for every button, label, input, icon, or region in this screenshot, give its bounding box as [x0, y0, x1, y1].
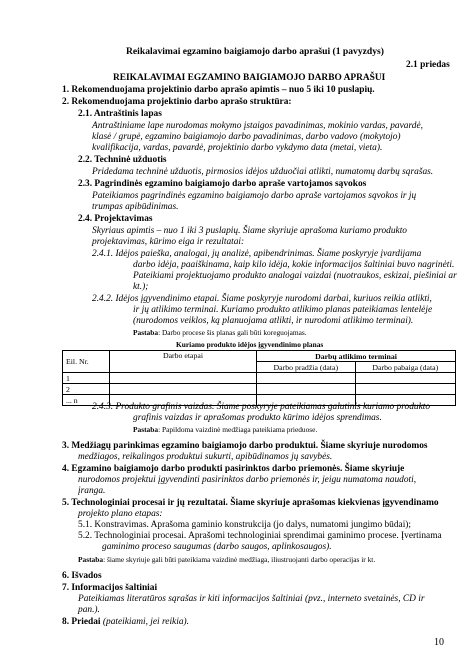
- item-2-4-1-line: Pateikiami projektuojamo produkto analogai vaizdai (nuotraukos, eskizai, piešiniai ar: [133, 271, 457, 281]
- row-number: 2: [63, 384, 110, 395]
- header-deadline: Darbų atlikimo terminai: [257, 351, 456, 362]
- header-end: Darbo pabaiga (data): [355, 362, 455, 373]
- item-8-text: (pateikiami, jei reikia).: [100, 617, 189, 627]
- item-2-4-1-line: darbo idėja, paaiškinama, kaip kilo idėja, kokie informacijos šaltiniai buvo nagrinėti.: [133, 260, 455, 270]
- section-heading: REIKALAVIMAI EGZAMINO BAIGIAMOJO DARBO APRAŠUI: [113, 73, 386, 83]
- item-3-line: medžiagos, reikalingos produktui sukurti, apibūdinamos jų savybės.: [78, 452, 333, 462]
- item-2-4-2-line: ir jų atlikimo terminai. Kuriamo produkto atlikimo planas pateikiamas lentelėje: [133, 305, 433, 315]
- item-7-heading: 7. Informacijos šaltiniai: [62, 583, 158, 593]
- item-2-1-line: klasė / grupė, egzamino baigiamojo darbo pavadinimas, darbo vadovo (mokytojo): [92, 132, 401, 142]
- item-2-4-3-line: 2.4.3. Produkto grafinis vaizdas. Šiame poskyryje pateikiamas galutinis kuriamo produkto: [92, 402, 431, 412]
- row-number: ... n: [63, 395, 110, 406]
- table-row: [63, 384, 456, 395]
- note-text: : Papildoma vaizdinė medžiaga pateikiama prieduose.: [158, 425, 318, 434]
- item-5-2-line: gaminimo proceso saugumas (darbo saugos, aplinkosaugos).: [102, 542, 332, 552]
- page-number: 10: [434, 637, 444, 648]
- note-text: : šiame skyriuje gali būti pateikiama vaizdinė medžiaga, iliustruojanti darbo operacijas ir kt.: [103, 555, 376, 564]
- note-label: Pastaba: [133, 328, 159, 337]
- table-cell[interactable]: [355, 384, 455, 395]
- item-2-3-heading: 2.3. Pagrindinės egzamino baigiamojo darbo apraše vartojamos sąvokos: [78, 179, 367, 189]
- item-4-line: nurodomos projektui įgyvendinti pasirinktos darbo priemonės ir, jeigu numatoma naudoti,: [78, 475, 417, 485]
- item-2-1-line: kvalifikacija, vardas, pavardė, projektinio darbo vykdymo data (metai, vieta).: [92, 143, 383, 153]
- item-8-label: 8. Priedai: [62, 617, 101, 627]
- note-text: : Darbo procese šis planas gali būti koreguojamas.: [158, 328, 307, 337]
- header-stage: Darbo etapai: [110, 351, 257, 373]
- table-cell[interactable]: [257, 384, 356, 395]
- item-5-line: 5. Technologiniai procesai ir jų rezultatai. Šiame skyriuje aprašomas kiekvienas įgyvendinamo: [62, 498, 439, 508]
- plan-table: [62, 350, 456, 406]
- item-2-4-2-line: 2.4.2. Idėjos įgyvendinimo etapai. Šiame poskyryje nurodomi darbai, kuriuos reikia atlikti,: [92, 294, 432, 304]
- document-title: Reikalavimai egzamino baigiamojo darbo aprašui (1 pavyzdys): [126, 46, 384, 57]
- note-label: Pastaba: [133, 425, 159, 434]
- table-cell[interactable]: [257, 373, 356, 384]
- item-3-line: 3. Medžiagų parinkimas egzamino baigiamojo darbo produktui. Šiame skyriuje nurodomos: [62, 441, 428, 451]
- item-2-4-3-note: [133, 424, 317, 435]
- table-row: [63, 373, 456, 384]
- note-label: Pastaba: [78, 555, 104, 564]
- item-2-1-heading: 2.1. Antraštinis lapas: [78, 109, 162, 119]
- item-1: 1. Rekomenduojama projektinio darbo aprašo apimtis – nuo 5 iki 10 puslapių.: [62, 85, 375, 95]
- item-7-line: pan.).: [78, 605, 100, 615]
- item-6: 6. Išvados: [62, 571, 102, 581]
- item-2-1-line: Antraštiniame lape nurodomas mokymo įstaigos pavadinimas, mokinio vardas, pavardė,: [92, 121, 423, 131]
- item-2-4-1-line: 2.4.1. Idėjos paieška, analogai, jų analizė, apibendrinimas. Šiame poskyryje įvardijama: [92, 249, 422, 259]
- item-4-line: 4. Egzamino baigiamojo darbo produkti pasirinktos darbo priemonės. Šiame skyriuje: [62, 464, 405, 474]
- table-cell[interactable]: [110, 384, 257, 395]
- item-2: 2. Rekomenduojama projektinio darbo aprašo struktūra:: [62, 97, 292, 107]
- item-2-4-heading: 2.4. Projektavimas: [78, 214, 153, 224]
- item-2-3-line: Pateikiamos pagrindinės egzamino baigiamojo darbo apraše vartojamos sąvokos ir jų: [92, 191, 417, 201]
- item-2-4-1-line: kt.);: [133, 282, 149, 292]
- table-cell[interactable]: [355, 373, 455, 384]
- item-5-1: 5.1. Konstravimas. Aprašoma gaminio konstrukcija (jo dalys, numatomi jungimo būdai);: [78, 520, 412, 530]
- item-2-4-line: projektavimas, kūrimo eiga ir rezultatai:: [92, 237, 245, 247]
- item-2-4-2-note: [133, 327, 307, 338]
- item-7-line: Pateikiamas literatūros sąrašas ir kiti informacijos šaltiniai (pvz., interneto svetainės, CD ir: [78, 594, 425, 604]
- table-cell[interactable]: [110, 373, 257, 384]
- header-nr: Eil. Nr.: [63, 351, 110, 373]
- item-2-4-3-line: grafinis vaizdas ir aprašomas produkto kūrimo idėjos sprendimas.: [133, 413, 382, 423]
- item-5-2: 5.2. Technologiniai procesai. Aprašomi technologiniai sprendimai gaminimo procese. Įvertinama: [78, 531, 442, 541]
- item-2-2-heading: 2.2. Techninė užduotis: [78, 155, 167, 165]
- item-5-note: [78, 554, 375, 565]
- row-number: 1: [63, 373, 110, 384]
- item-2-4-line: Skyriaus apimtis – nuo 1 iki 3 puslapių. Šiame skyriuje aprašoma kuriamo produkto: [92, 226, 407, 236]
- item-8: [62, 617, 189, 628]
- header-start: Darbo pradžia (data): [257, 362, 356, 373]
- annex-label: 2.1 priedas: [406, 60, 450, 70]
- item-5-line: projekto plano etapas:: [78, 509, 163, 519]
- item-2-4-2-line: (nurodomos veiklos, ką planuojama atlikti, ir nurodomi atlikimo terminai).: [133, 316, 414, 326]
- table-caption: Kuriamo produkto idėjos įgyvendinimo planas: [176, 340, 324, 349]
- item-4-line: įranga.: [78, 486, 106, 496]
- table-header-row: [63, 351, 456, 362]
- item-2-3-line: trumpas apibūdinimas.: [92, 202, 179, 212]
- item-2-2-line: Pridedama techninė užduotis, pirmosios idėjos užduočiai atlikti, numatomų darbų sąrašas.: [92, 167, 434, 177]
